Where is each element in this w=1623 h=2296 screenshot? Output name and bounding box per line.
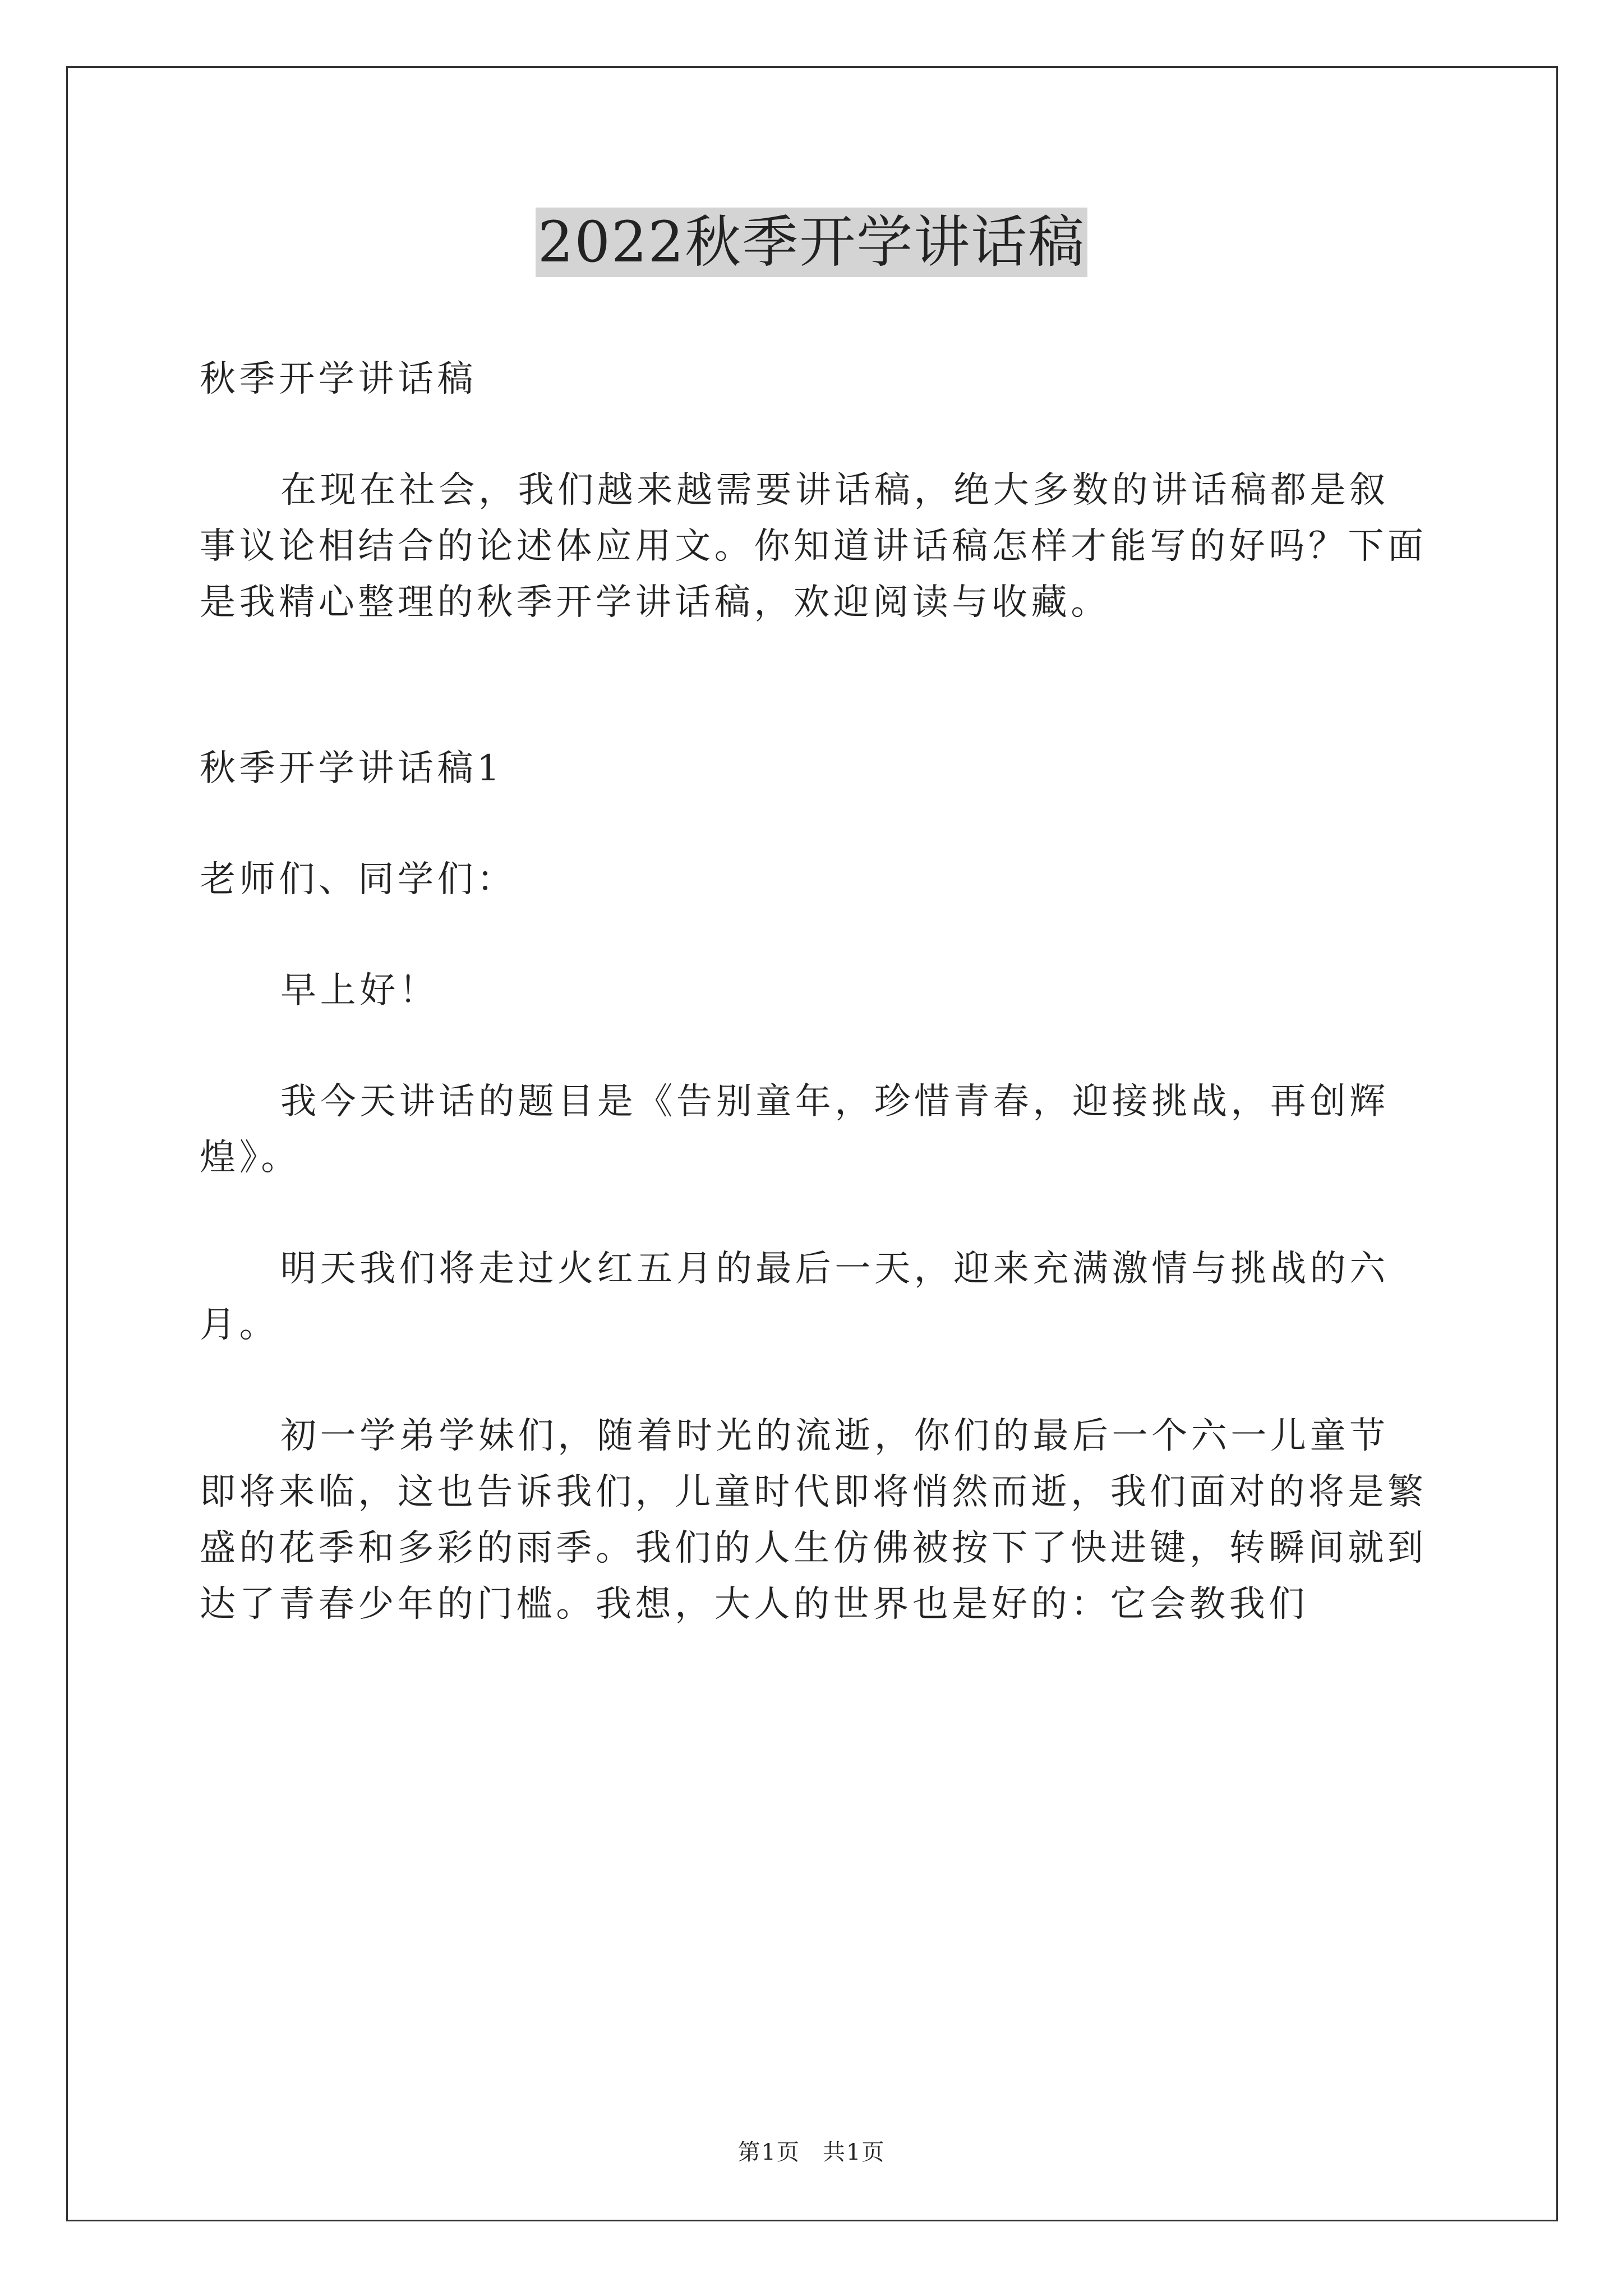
title-container <box>0 208 1623 277</box>
paragraph-greeting-salutation: 老师们、同学们： <box>200 859 517 900</box>
document-body <box>200 351 1428 1687</box>
paragraph-subtitle: 秋季开学讲话稿 <box>200 358 477 400</box>
paragraph-intro: 在现在社会，我们越来越需要讲话稿，绝大多数的讲话稿都是叙事议论相结合的论述体应用文。你知道讲话稿怎样才能写的好吗？下面是我精心整理的秋季开学讲话稿，欢迎阅读与收藏。 <box>200 470 1427 623</box>
page-footer <box>0 2138 1623 2166</box>
paragraph-good-morning: 早上好！ <box>280 970 439 1011</box>
page-number: 第1页 <box>737 2139 800 2165</box>
page-total: 共1页 <box>823 2139 886 2165</box>
paragraph-june: 明天我们将走过火红五月的最后一天，迎来充满激情与挑战的六月。 <box>200 1248 1389 1346</box>
paragraph-childhood: 初一学弟学妹们，随着时光的流逝，你们的最后一个六一儿童节即将来临，这也告诉我们，儿童时代即将悄然而逝，我们面对的将是繁盛的花季和多彩的雨季。我们的人生仿佛被按下了快进键，转瞬间就到达了青春少年的门槛。我想，大人的世界也是好的：它会教我们 <box>200 1415 1427 1625</box>
paragraph-section-heading: 秋季开学讲话稿1 <box>200 748 504 789</box>
paragraph-topic: 我今天讲话的题目是《告别童年，珍惜青春，迎接挑战，再创辉煌》。 <box>200 1081 1389 1179</box>
document-title: 2022秋季开学讲话稿 <box>536 208 1088 277</box>
